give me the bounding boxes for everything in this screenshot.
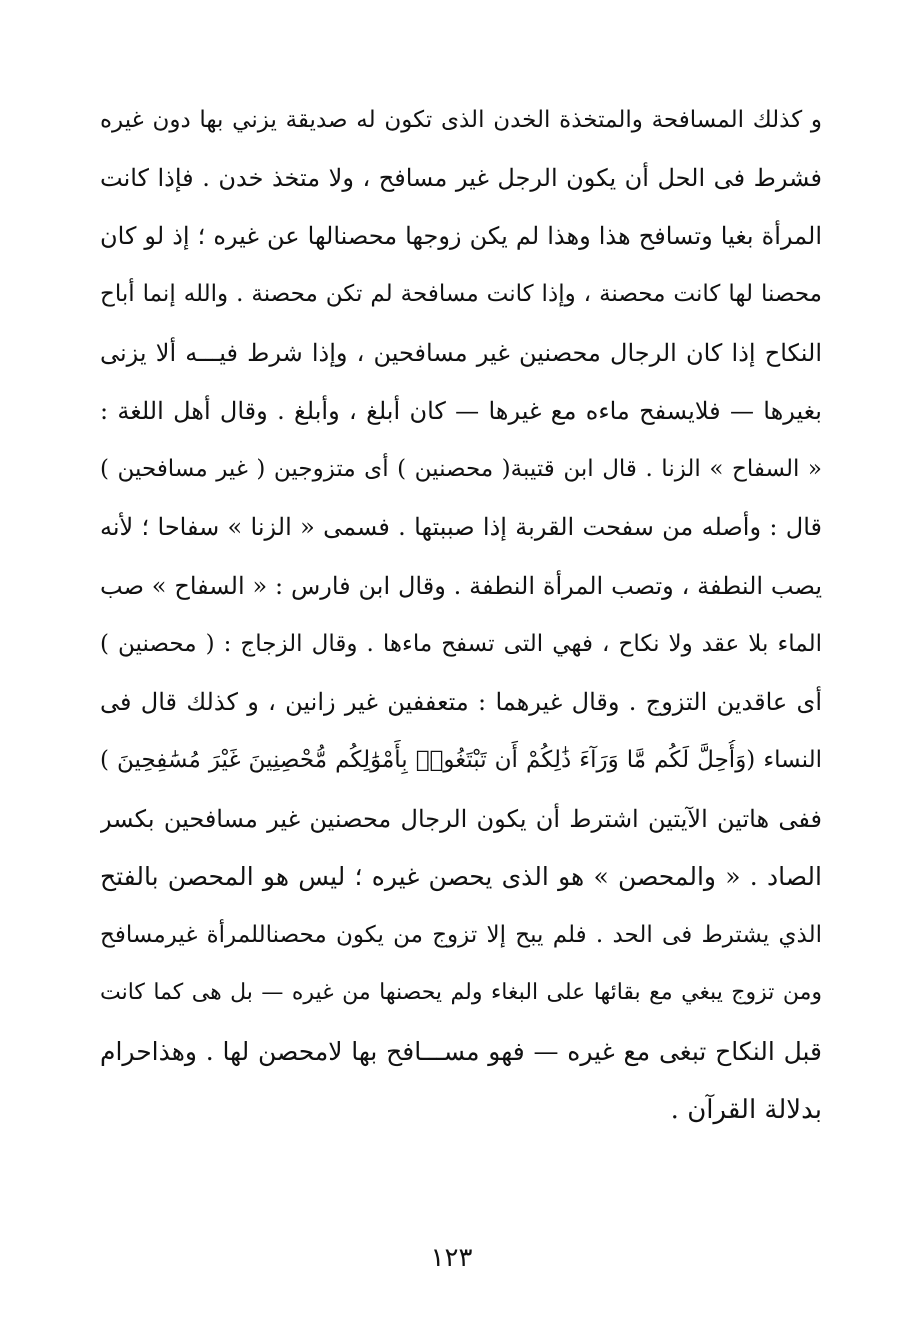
text-line-15: الذي يشترط فى الحد . فلم يبح إلا تزوج من يكون محصناللمرأة غيرمسافح (100, 922, 822, 948)
text-line-14: الصاد . « والمحصن » هو الذى يحصن غيره ؛ ليس هو المحصن بالفتح (100, 862, 822, 891)
quran-verse-line: النساء (وَأُحِلَّ لَكُم مَّا وَرَآءَ ذَٰلِكُمْ أَن تَبْتَغُوا۟ بِأَمْوَٰلِكُم مُّحْصِنِينَ غَيْرَ مُسَٰفِحِينَ ) (100, 747, 822, 773)
text-line-4: محصنا لها كانت محصنة ، وإذا كانت مسافحة لم تكن محصنة . والله إنما أباح (100, 281, 822, 307)
text-line-7: « السفاح » الزنا . قال ابن قتيبة( محصنين ) أى متزوجين ( غير مسافحين ) (100, 456, 822, 482)
text-line-2: فشرط فى الحل أن يكون الرجل غير مسافح ، ولا متخذ خدن . فإذا كانت (100, 164, 822, 192)
text-line-8: قال : وأصله من سفحت القربة إذا صببتها . فسمى « الزنا » سفاحا ؛ لأنه (100, 513, 822, 541)
text-line-16: ومن تزوج يبغي مع بقائها على البغاء ولم يحصنها من غيره — بل هى كما كانت (100, 980, 822, 1005)
text-line-17: قبل النكاح تبغى مع غيره — فهو مســـافح بها لامحصن لها . وهذاحرام (100, 1037, 822, 1066)
text-line-5: النكاح إذا كان الرجال محصنين غير مسافحين ، وإذا شرط فيـــه ألا يزنى (100, 339, 822, 367)
text-line-13: ففى هاتين الآيتين اشترط أن يكون الرجال محصنين غير مسافحين بكسر (100, 805, 822, 833)
text-line-1: و كذلك المسافحة والمتخذة الخدن الذى تكون له صديقة يزني بها دون غيره (100, 107, 822, 133)
text-line-9: يصب النطفة ، وتصب المرأة النطفة . وقال ابن فارس : « السفاح » صب (100, 572, 822, 600)
text-line-3: المرأة بغيا وتسافح هذا وهذا لم يكن زوجها محصنالها عن غيره ؛ إذ لو كان (100, 222, 822, 250)
text-line-10: الماء بلا عقد ولا نكاح ، فهي التى تسفح ماءها . وقال الزجاج : ( محصنين ) (100, 631, 822, 657)
text-line-11: أى عاقدين التزوج . وقال غيرهما : متعففين غير زانين ، و كذلك قال فى (100, 688, 822, 716)
text-line-18: بدلالة القرآن . (670, 1095, 822, 1125)
text-line-6: بغيرها — فلايسفح ماءه مع غيرها — كان أبلغ ، وأبلغ . وقال أهل اللغة : (100, 397, 822, 425)
page-number: ١٢٣ (430, 1243, 473, 1273)
